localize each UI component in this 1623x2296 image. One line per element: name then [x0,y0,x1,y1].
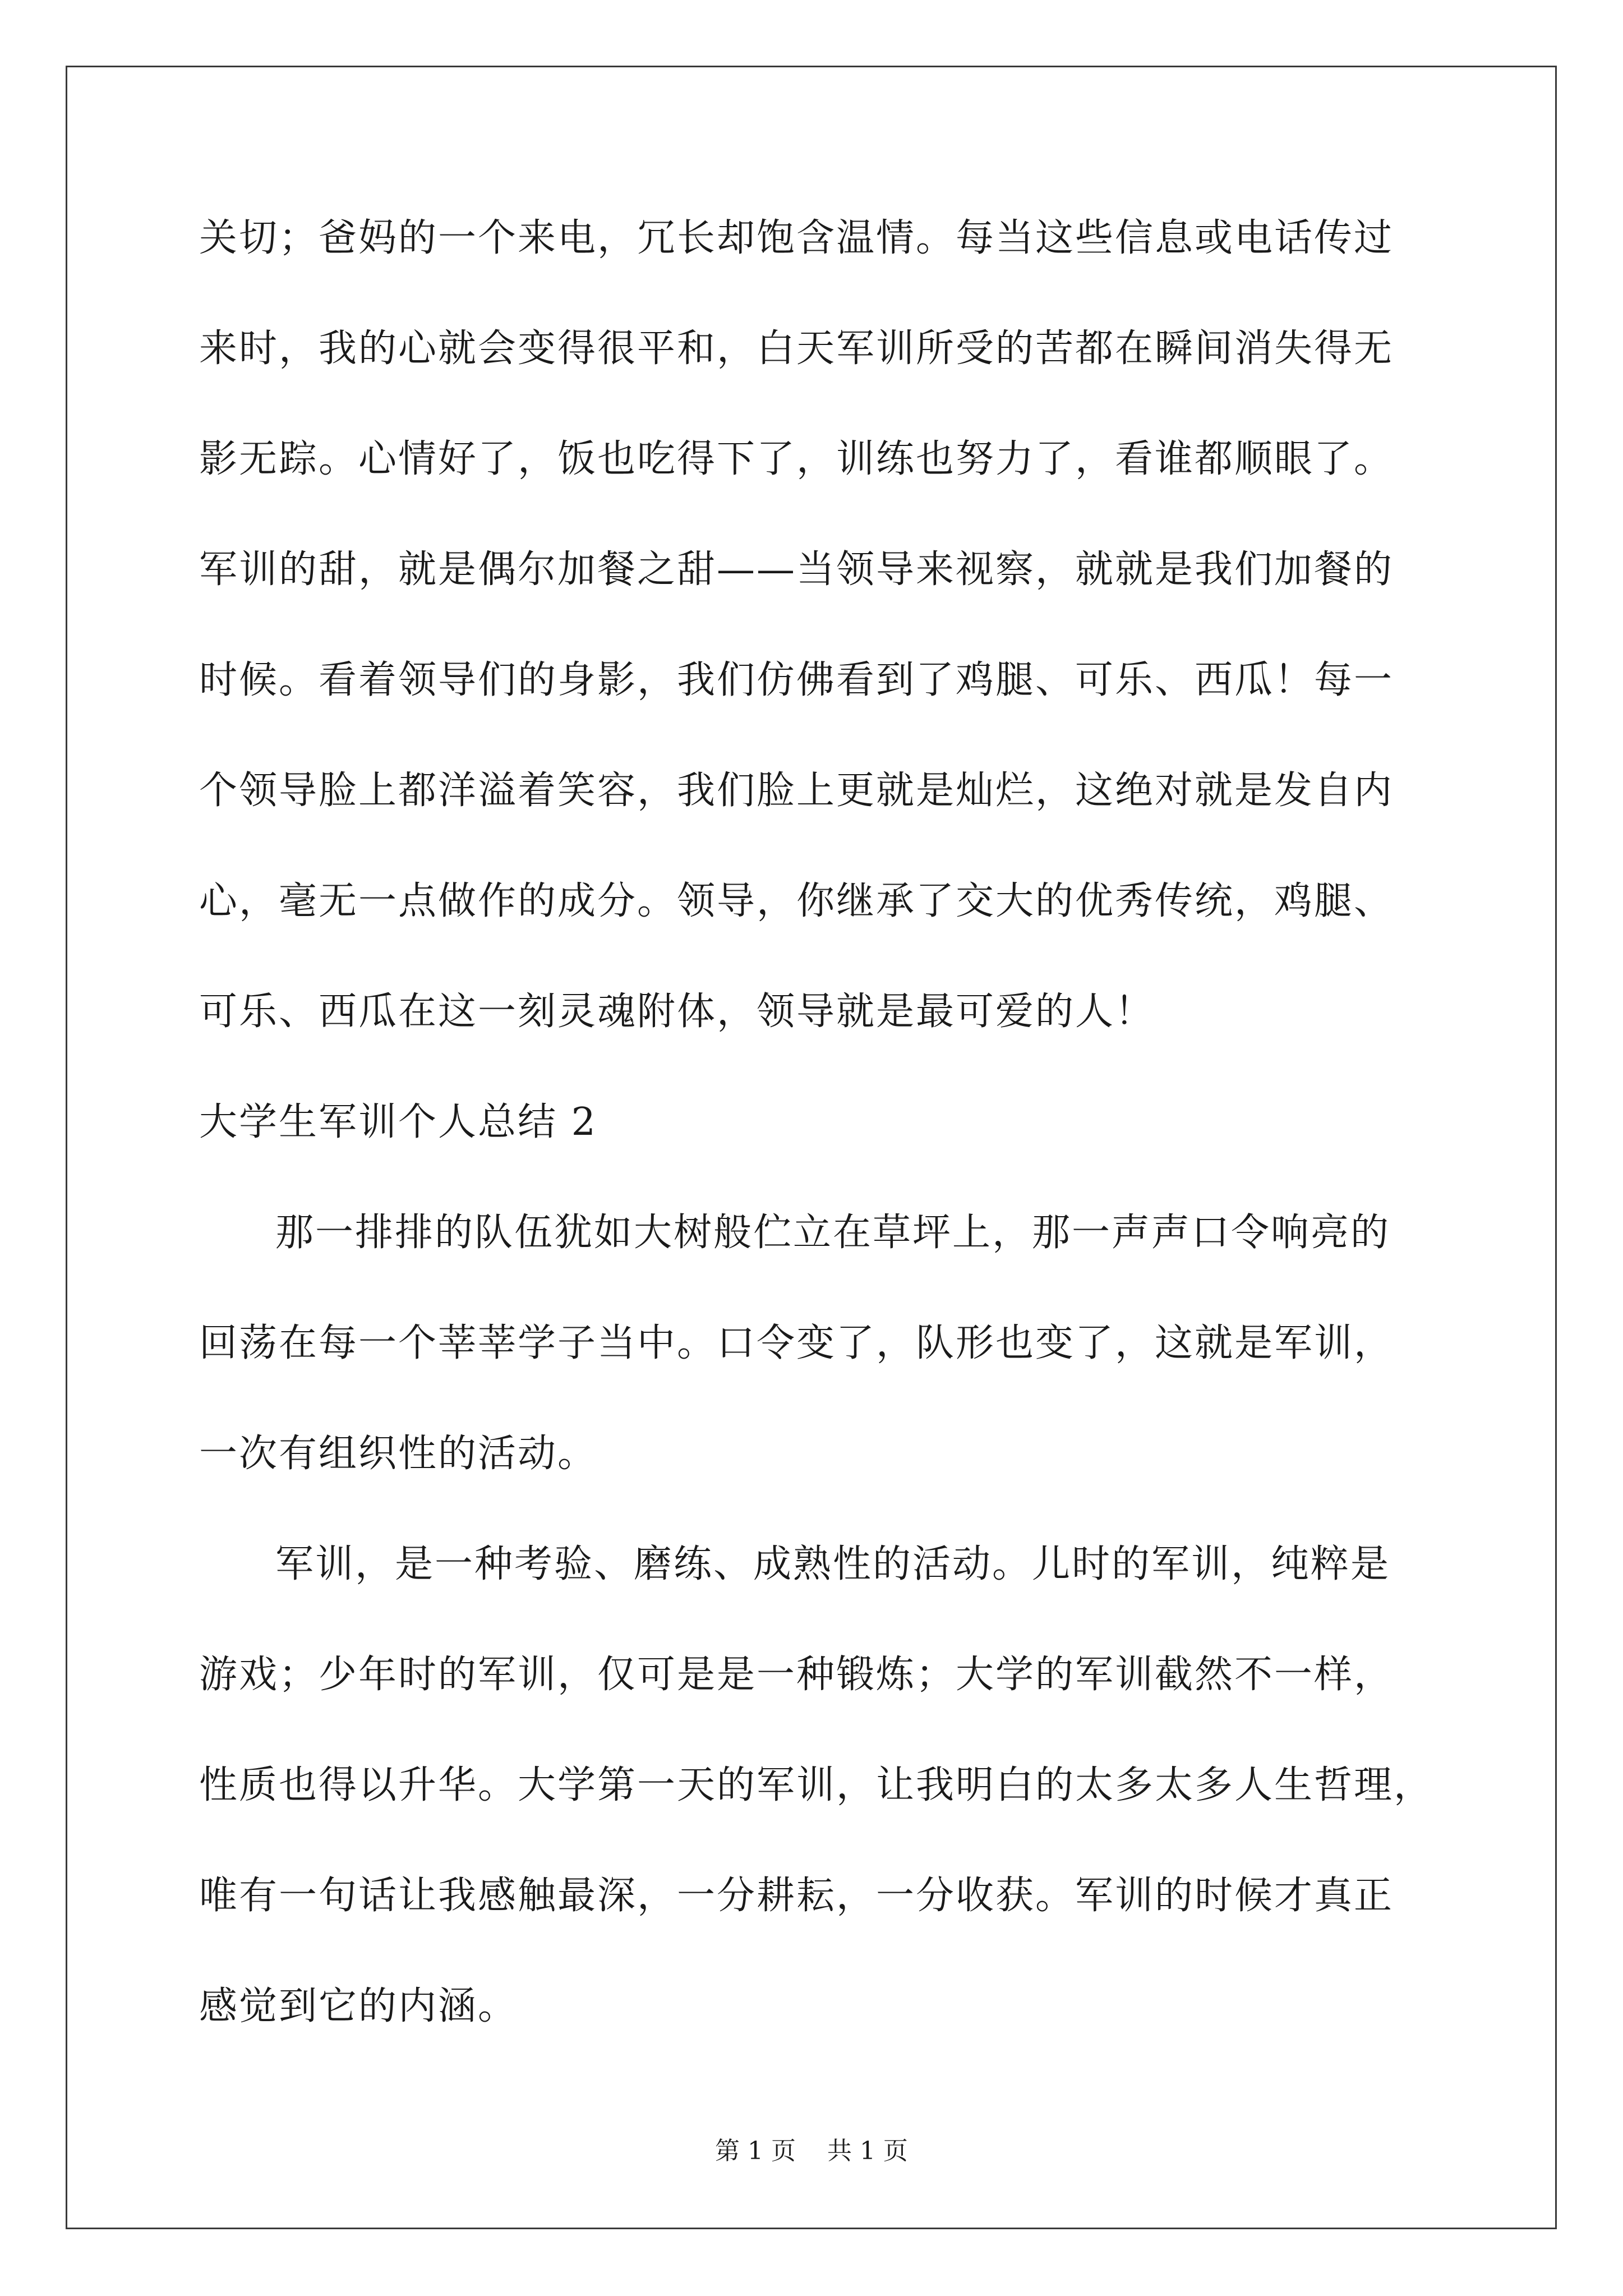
text-line: 可乐、西瓜在这一刻灵魂附体，领导就是最可爱的人！ [199,990,1155,1034]
document-body [199,216,1461,2028]
text-line: 回荡在每一个莘莘学子当中。口令变了，队形也变了，这就是军训， [199,1321,1394,1365]
text-line: 影无踪。心情好了，饭也吃得下了，训练也努力了，看谁都顺眼了。 [199,437,1394,481]
text-line: 军训的甜，就是偶尔加餐之甜——当领导来视察，就就是我们加餐的 [199,547,1394,592]
text-line: 那一排排的队伍犹如大树般伫立在草坪上，那一声声口令响亮的 [275,1211,1391,1255]
text-line: 心，毫无一点做作的成分。领导，你继承了交大的优秀传统，鸡腿、 [199,879,1394,923]
paragraph-2 [199,1213,1461,1474]
text-line: 时候。看着领导们的身影，我们仿佛看到了鸡腿、可乐、西瓜！每一 [199,658,1394,702]
text-line: 来时，我的心就会变得很平和，白天军训所受的苦都在瞬间消失得无 [199,326,1394,371]
text-line: 性质也得以升华。大学第一天的军训，让我明白的太多太多人生哲理， [199,1763,1434,1807]
text-line: 关切；爸妈的一个来电，冗长却饱含温情。每当这些信息或电话传过 [199,216,1394,260]
text-line: 个领导脸上都洋溢着笑容，我们脸上更就是灿烂，这绝对就是发自内 [199,769,1394,813]
text-line: 军训，是一种考验、磨练、成熟性的活动。儿时的军训，纯粹是 [275,1542,1391,1586]
text-line: 唯有一句话让我感触最深，一分耕耘，一分收获。军训的时候才真正 [199,1874,1394,1918]
section-heading: 大学生军训个人总结 2 [199,1100,597,1144]
paragraph-3 [199,1542,1461,2028]
text-line: 感觉到它的内涵。 [199,1984,518,2028]
page-footer: 第 1 页 共 1 页 [715,2137,908,2165]
paragraph-1 [199,216,1461,1034]
text-line: 一次有组织性的活动。 [199,1432,598,1476]
text-line: 游戏；少年时的军训，仅可是是一种锻炼；大学的军训截然不一样， [199,1653,1394,1697]
